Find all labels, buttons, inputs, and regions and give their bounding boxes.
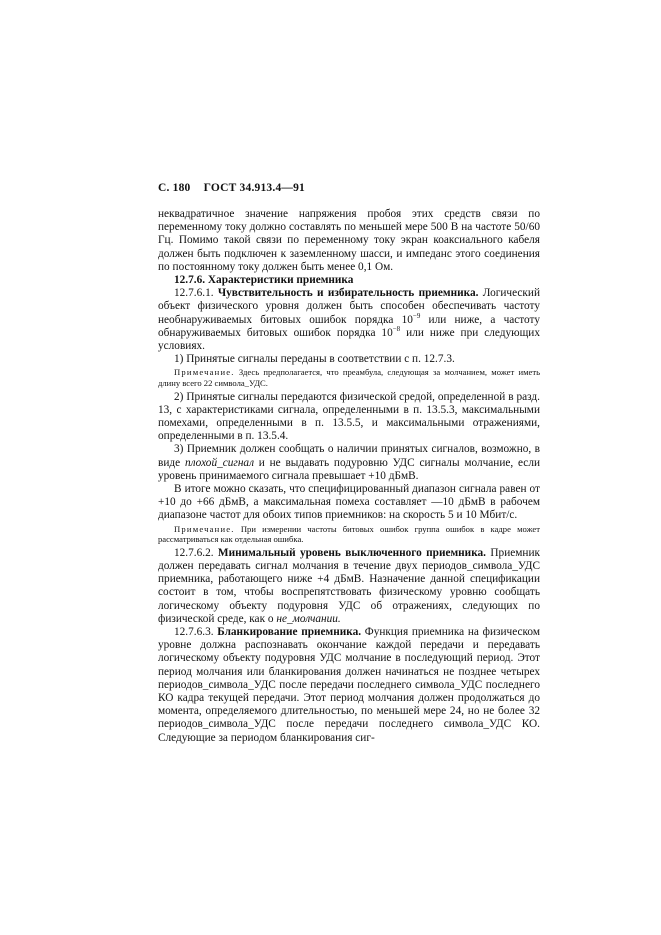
section-text-b: или ниже, а частоту обнаруживаемых битовых ошибок порядка 10 xyxy=(158,313,540,339)
document-code: ГОСТ 34.913.4—91 xyxy=(203,182,306,194)
section-text-c: или ниже при следующих условиях. xyxy=(158,326,540,353)
list-item-2: 2) Принятые сигналы передаются физической средой, определенной в разд. 13, с характеристиками сигнала, определенными в п. 13.5.3, максимальными помехами, определенными в п. 13.5.5, и максимальными отражениями, определенными в п. 13.5.4. xyxy=(158,390,540,443)
section-text: Функция приемника на физическом уровне должна распознавать окончание каждой передачи и передавать логическому объекту подуровня УДС молчание в последующий период. Этот период молчания или бланкирования должен начинаться не позднее четырех периодов_символа_УДС после передачи последнего символа_УДС последнего КО кадра текущей передачи. Этот период молчания должен продолжаться до момента, определяемого длительностью, по меньшей мере 24, но не более 32 периодов_символа_УДС после передачи последнего символа_УДС КО. Следующие за периодом бланкирования сиг- xyxy=(158,626,540,744)
section-number: 12.7.6.1. xyxy=(174,287,214,300)
section-12-7-6-1 xyxy=(158,287,540,353)
section-italic-term: не_молчании. xyxy=(276,612,341,625)
body-text xyxy=(158,208,540,745)
item3-text-b: и не выдавать подуровню УДС сигналы молчание, если уровень принимаемого сигнала превышает +10 дБмВ. xyxy=(158,456,541,482)
exponent-2: −8 xyxy=(392,325,401,334)
section-number: 12.7.6.3. xyxy=(174,626,214,639)
page-number: С. 180 xyxy=(158,182,191,194)
note-2 xyxy=(158,524,540,545)
section-title: Чувствительность и избирательность приемника. xyxy=(217,287,479,300)
section-title: Минимальный уровень выключенного приемника. xyxy=(217,546,487,559)
section-12-7-6-3 xyxy=(158,626,540,745)
section-text-a: Логический объект физического уровня должен быть способен обеспечивать частоту необнаруживаемых битовых ошибок порядка 10 xyxy=(158,287,540,326)
page-header xyxy=(158,182,540,194)
section-number: 12.7.6.2. xyxy=(174,546,214,559)
item3-italic-term: плохой_сигнал xyxy=(184,456,254,469)
section-heading-12-7-6 xyxy=(158,274,540,287)
list-item-1: 1) Принятые сигналы переданы в соответствии с п. 12.7.3. xyxy=(174,353,455,366)
summary-paragraph: В итоге можно сказать, что специфицированный диапазон сигнала равен от +10 до +66 дБмВ, а максимальная помеха составляет —10 дБмВ в рабочем диапазоне частот для обоих типов приемников: на скорость 5 и 10 Мбит/с. xyxy=(158,483,540,522)
note-label: Примечание. xyxy=(174,523,235,534)
document-page xyxy=(158,182,540,745)
note-text: Здесь предполагается, что преамбула, следующая за молчанием, может иметь длину всего 22 символа_УДС. xyxy=(158,367,540,389)
list-item-3 xyxy=(158,443,540,483)
item3-text-a: 3) Приемник должен сообщать о наличии принятых сигналов, возможно, в виде xyxy=(158,443,540,469)
exponent-1: −9 xyxy=(412,311,421,320)
section-12-7-6-2 xyxy=(158,547,540,626)
section-heading-text: 12.7.6. Характеристики приемника xyxy=(174,274,354,287)
note-label: Примечание. xyxy=(174,367,235,378)
section-title: Бланкирование приемника. xyxy=(217,626,362,639)
note-1 xyxy=(158,367,540,388)
paragraph-continued: неквадратичное значение напряжения пробоя этих средств связи по переменному току должно составлять по меньшей мере 500 В на частоте 50/60 Гц. Помимо такой связи по переменному току экран коаксиального кабеля должен быть подключен к заземленному шасси, и импеданс этого соединения по постоянному току должен быть менее 0,1 Ом. xyxy=(158,208,540,273)
section-text: Приемник должен передавать сигнал молчания в течение двух периодов_символа_УДС приемника, работающего ниже +4 дБмВ. Назначение данной спецификации состоит в том, чтобы воспрепятствовать физическому уровню сообщать логическому объекту подуровня УДС об отражениях, следующих по физической среде, как о xyxy=(158,546,540,625)
note-text: При измерении частоты битовых ошибок группа ошибок в кадре может рассматриваться как отдельная ошибка. xyxy=(158,523,540,545)
